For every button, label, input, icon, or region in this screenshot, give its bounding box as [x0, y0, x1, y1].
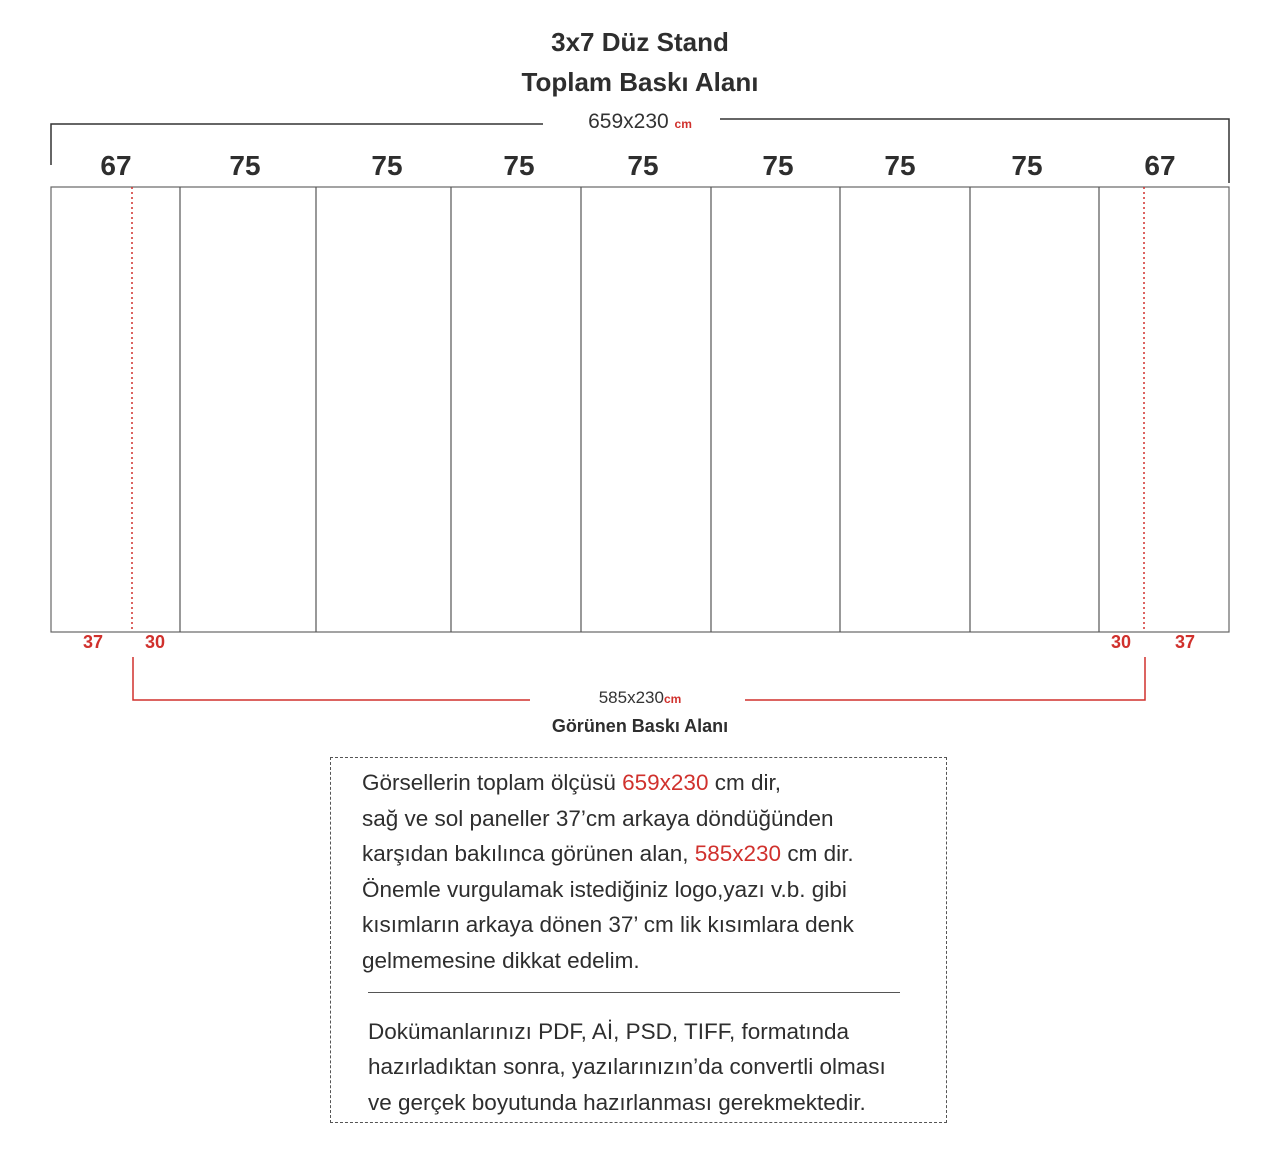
panel-width-label: 75 — [503, 150, 535, 181]
note-line: gelmemesine dikkat edelim. — [362, 948, 640, 973]
panel-width-label: 67 — [1144, 150, 1176, 181]
total-dimension-label — [0, 110, 1280, 134]
total-dimension-value: 659x230 — [588, 110, 669, 133]
note-text: cm dir. — [781, 841, 854, 866]
panel-width-label: 75 — [762, 150, 794, 181]
note-line: Önemle vurgulamak istediğiniz logo,yazı v.b. gibi — [362, 877, 847, 902]
note-line: Dokümanlarınızı PDF, Aİ, PSD, TIFF, formatında — [368, 1019, 850, 1044]
note-line: ve gerçek boyutunda hazırlanması gerekmektedir. — [368, 1090, 866, 1115]
visible-dimension-label — [0, 688, 1280, 708]
fold-label-right-inner: 30 — [1110, 632, 1132, 652]
note-line: hazırladıktan sonra, yazılarınızın’da convertli olması — [368, 1054, 886, 1079]
note-line — [362, 770, 781, 796]
panel-width-label: 75 — [229, 150, 261, 181]
note-text: cm dir, — [708, 770, 781, 795]
note-highlight: 659x230 — [622, 770, 709, 795]
total-dimension-unit: cm — [674, 117, 692, 131]
note-line: sağ ve sol paneller 37’cm arkaya döndüğünden — [362, 806, 834, 831]
fold-label-left-inner: 30 — [144, 632, 166, 652]
note-line — [362, 841, 854, 867]
panel-width-label: 75 — [371, 150, 403, 181]
note-divider — [368, 992, 900, 993]
panel-width-label: 75 — [627, 150, 659, 181]
fold-label-right-outer: 37 — [1174, 632, 1196, 652]
panel-width-label: 75 — [1011, 150, 1043, 181]
visible-dimension-value: 585x230 — [598, 688, 664, 707]
note-line: kısımların arkaya dönen 37’ cm lik kısımlara denk — [362, 912, 854, 937]
diagram-title: 3x7 Düz Stand — [551, 27, 729, 57]
diagram-subtitle: Toplam Baskı Alanı — [521, 67, 759, 97]
print-area-outline — [51, 187, 1229, 632]
panel-width-label: 67 — [100, 150, 132, 181]
note-text: karşıdan bakılınca görünen alan, — [362, 841, 695, 866]
fold-label-left-outer: 37 — [82, 632, 104, 652]
note-highlight: 585x230 — [694, 841, 782, 866]
note-text: Görsellerin toplam ölçüsü — [362, 770, 623, 795]
visible-dimension-unit: cm — [663, 692, 682, 706]
visible-area-caption: Görünen Baskı Alanı — [551, 716, 729, 736]
panel-width-label: 75 — [884, 150, 916, 181]
